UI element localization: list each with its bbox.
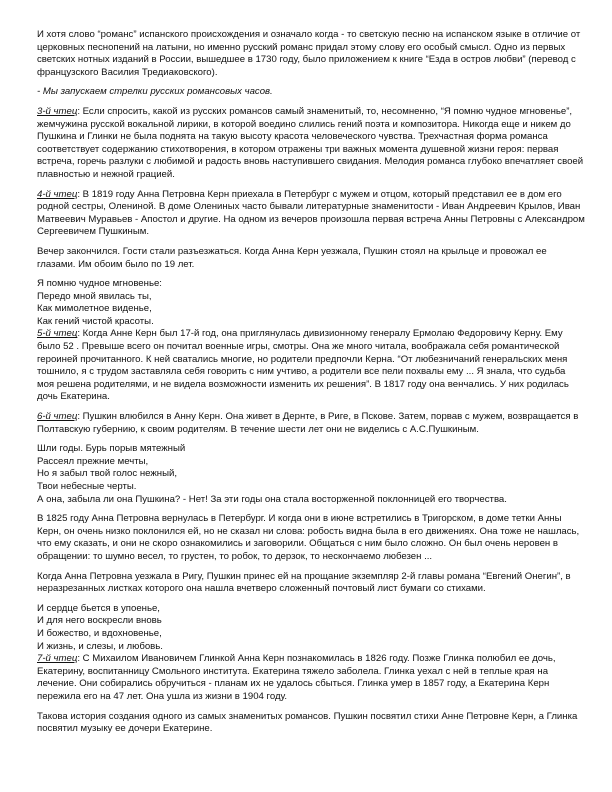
- verse-3-line: И жизнь, и слезы, и любовь.: [37, 640, 163, 652]
- verse-2-line: Рассеял прежние мечты,: [37, 455, 149, 467]
- verse-2-line: Но я забыл твой голос нежный,: [37, 468, 177, 480]
- verse-3-line: И сердце бьется в упоенье,: [37, 602, 160, 614]
- reader-4-label: 4-й чтец: [37, 188, 78, 200]
- onegin-paragraph: Когда Анна Петровна уезжала в Ригу, Пушкин принес ей на прощание экземпляр 2-й главы романа “Евгений Онегин”, в неразрезанных листках которого она нашла вчетверо сложенный почтовый лист бумаги со стихами.: [37, 570, 571, 595]
- verse-3-line: И божество, и вдохновенье,: [37, 627, 162, 639]
- clock-line: - Мы запускаем стрелки русских романсовых часов.: [37, 86, 273, 98]
- reader-6-paragraph: [37, 411, 585, 436]
- verse-1-line: Как гений чистой красоты.: [37, 315, 154, 327]
- verse-1: [37, 278, 585, 328]
- reader-4-paragraph: [37, 189, 585, 239]
- verse-2-line: Шли годы. Бурь порыв мятежный: [37, 443, 186, 455]
- question-paragraph: А она, забыла ли она Пушкина? - Нет! За эти годы она стала восторженной поклонницей его творчества.: [37, 493, 507, 505]
- verse-1-line: Я помню чудное мгновенье:: [37, 278, 162, 290]
- verse-3-line: И для него воскресли вновь: [37, 615, 162, 627]
- evening-paragraph: Вечер закончился. Гости стали разъезжаться. Когда Анна Керн уезжала, Пушкин стоял на крыльце и провожал ее глазами. Им обоим было по 19 лет.: [37, 245, 547, 270]
- meeting-1825-paragraph: В 1825 году Анна Петровна вернулась в Петербург. И когда они в июне встретились в Тригорском, в доме тетки Анны Керн, он очень низко поклонился ей, но не сказал ни слова: робость видна была в его движениях. Она тоже не нашлась, что ему сказать, и они не скоро ознакомились и заговорили. Общаться с ним было сложно. Он был очень неровен в обращении: то шумно весел, то грустен, то робок, то дерзок, то нескончаемо любезен ...: [37, 513, 580, 562]
- reader-5-paragraph: [37, 328, 585, 404]
- verse-1-line: Как мимолетное виденье,: [37, 303, 152, 315]
- reader-6-text: : Пушкин влюбился в Анну Керн. Она живет в Дернте, в Риге, в Пскове. Затем, порвав с мужем, возвращается в Полтавскую губернию, к своим родителям. В течение шести лет они не виделись с А.С.Пушкиным.: [37, 411, 579, 435]
- reader-4-text: : В 1819 году Анна Петровна Керн приехала в Петербург с мужем и отцом, который представил ее в дом его родной сестры, Олениной. В доме Олениных часто бывали литературные знаменитости - Иван Андреевич Крылов, Иван Матвеевич Муравьев - Апостол и другие. На одном из вечеров произошла первая встреча Анны Петровны с Александром Сергеевичем Пушкиным.: [37, 188, 585, 238]
- verse-2-line: Твои небесные черты.: [37, 481, 137, 492]
- reader-7-label: 7-й чтец: [37, 653, 78, 665]
- closing-paragraph: Такова история создания одного из самых знаменитых романсов. Пушкин посвятил стихи Анне Петровне Керн, а Глинка посвятил музыку ее дочери Екатерине.: [37, 710, 578, 735]
- verse-1-line: Передо мной явилась ты,: [37, 290, 152, 302]
- reader-6-label: 6-й чтец: [37, 411, 78, 423]
- reader-3-label: 3-й чтец: [37, 105, 78, 117]
- reader-7-text: : С Михаилом Ивановичем Глинкой Анна Керн познакомилась в 1826 году. Позже Глинка полюбил ее дочь, Екатерину, воспитанницу Смольного института. Екатерина тяжело заболела. Глинка уехал с ней в теплые края на лечение. Они собирались обручиться - планам их не удалось сбыться. Глинка умер в 1857 году, а Екатерина Керн пережила его на 47 лет. Она ушла из жизни в 1904 году.: [37, 653, 556, 702]
- verse-3: [37, 603, 585, 653]
- document-page: [37, 29, 585, 736]
- reader-7-paragraph: [37, 653, 585, 703]
- reader-5-label: 5-й чтец: [37, 328, 78, 340]
- intro-paragraph: И хотя слово “романс” испанского происхождения и означало когда - то светскую песню на испанском языке в отличие от церковных песнопений на латыни, но именно русский романс придал этому слову его особый смысл. Одно из первых светских нотных изданий в России, вышедшее в 1730 году, было приложением к книге “Езда в остров любви” (перевод с французского Василия Тредиаковского).: [37, 29, 581, 78]
- reader-5-text: : Когда Анне Керн был 17-й год, она приглянулась дивизионному генералу Ермолаю Федоровичу Керну. Ему было 52 . Превыше всего он почитал военные игры, смотры. Она же много читала, воображала себя романтической героиней прочитанного. К ней сватались многие, но родители предпочли Керна. “От любезничаний генеральских меня тошнило, я с трудом заставляла себя говорить с ним учтиво, а родители все пели похвалы ему ... Я знала, что судьба моя решена родителями, и не видела возможности изменить их решения”. В 1817 году она венчались. У них родилась дочь Екатерина.: [37, 328, 569, 403]
- reader-3-paragraph: [37, 106, 585, 182]
- reader-3-text: : Если спросить, какой из русских романсов самый знаменитый, то, несомненно, “Я помню чудное мгновенье”, жемчужина русской вокальной лирики, в которой воедино слились гений поэта и композитора. Никогда еще и никем до Пушкина и Глинки не была поднята на такую высоту красота человеческого чувства. Трехчастная форма романса соответствует содержанию стихотворения, в котором отражены три важных момента душевной жизни героя: первая встреча, горечь разлуки с любимой и радость вновь наступившего свидания. Мелодия романса глубоко впечатляет своей плавностью и нежной грацией.: [37, 105, 584, 180]
- verse-2: [37, 443, 585, 493]
